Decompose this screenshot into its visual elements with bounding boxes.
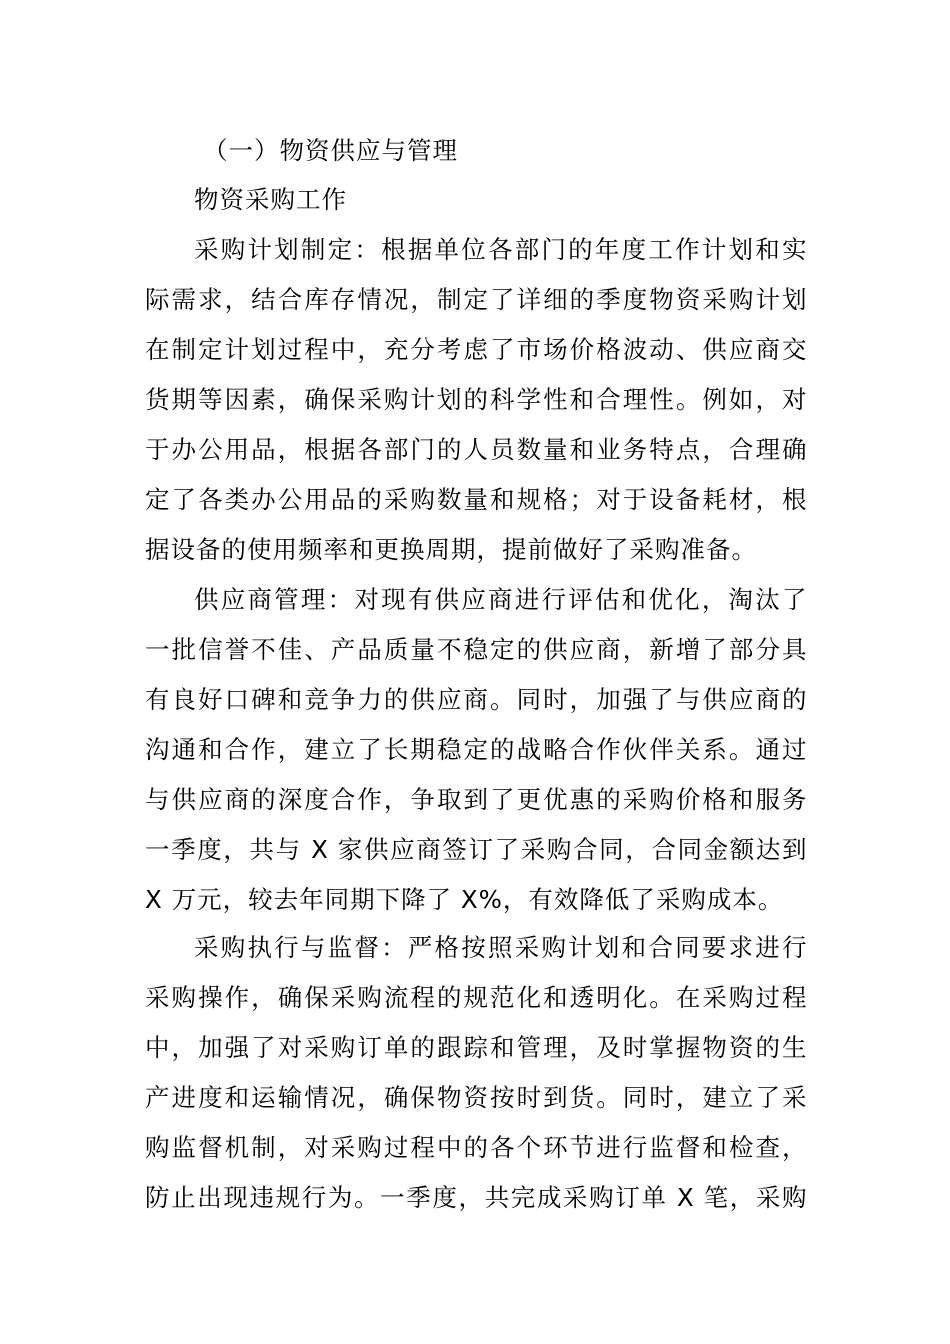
section-heading: （一）物资供应与管理 [203, 136, 458, 165]
paragraph-line: 采购执行与监督：严格按照采购计划和合同要求进行 [194, 933, 807, 962]
paragraph-line: 产进度和运输情况，确保物资按时到货。同时，建立了采 [145, 1083, 807, 1112]
subheading: 物资采购工作 [194, 185, 347, 214]
paragraph-line: 一批信誉不佳、产品质量不稳定的供应商，新增了部分具 [145, 635, 807, 664]
paragraph-line: 于办公用品，根据各部门的人员数量和业务特点，合理确 [145, 435, 807, 464]
paragraph-line: 有良好口碑和竞争力的供应商。同时，加强了与供应商的 [145, 685, 807, 714]
paragraph-line: 采购计划制定：根据单位各部门的年度工作计划和实 [194, 235, 807, 264]
paragraph-line: 与供应商的深度合作，争取到了更优惠的采购价格和服务 [145, 785, 807, 814]
paragraph-line: 防止出现违规行为。一季度，共完成采购订单 X 笔，采购 [145, 1183, 807, 1212]
paragraph-line: 购监督机制，对采购过程中的各个环节进行监督和检查， [145, 1133, 807, 1162]
paragraph-line: 据设备的使用频率和更换周期，提前做好了采购准备。 [145, 535, 757, 564]
paragraph-line: 供应商管理：对现有供应商进行评估和优化，淘汰了 [194, 585, 807, 614]
paragraph-line: 定了各类办公用品的采购数量和规格；对于设备耗材，根 [145, 485, 807, 514]
paragraph-line: 沟通和合作，建立了长期稳定的战略合作伙伴关系。通过 [145, 735, 807, 764]
paragraph-line: X 万元，较去年同期下降了 X%，有效降低了采购成本。 [145, 885, 784, 914]
paragraph-line: 际需求，结合库存情况，制定了详细的季度物资采购计划 [145, 285, 807, 314]
paragraph-line: 货期等因素，确保采购计划的科学性和合理性。例如，对 [145, 385, 807, 414]
paragraph-line: 采购操作，确保采购流程的规范化和透明化。在采购过程 [145, 983, 807, 1012]
paragraph-line: 在制定计划过程中，充分考虑了市场价格波动、供应商交 [145, 335, 807, 364]
paragraph-line: 中，加强了对采购订单的跟踪和管理，及时掌握物资的生 [145, 1033, 807, 1062]
paragraph-line: 一季度，共与 X 家供应商签订了采购合同，合同金额达到 [145, 835, 807, 864]
